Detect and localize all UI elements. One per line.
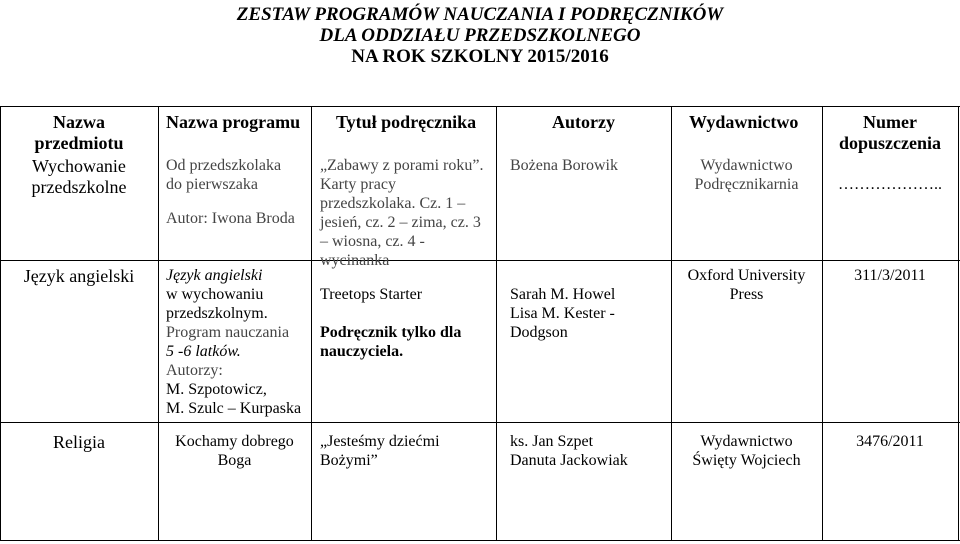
row-2-program: przedszkolnym. (166, 305, 268, 322)
row-1-publisher: Wydawnictwo (700, 157, 793, 174)
header-subject-line-1: Nazwa (53, 112, 105, 132)
row-1-approval: ……………….. (838, 176, 942, 193)
header-program: Nazwa programu (166, 112, 301, 132)
row-2-subject: Język angielski (23, 266, 135, 286)
row-3-program: Boga (217, 452, 252, 469)
row-2-publisher: Oxford University (687, 267, 806, 284)
row-1-textbook: jesień, cz. 2 – zima, cz. 3 (320, 214, 481, 231)
row-3-approval: 3476/2011 (856, 433, 924, 450)
row-1-textbook: – wiosna, cz. 4 - (320, 233, 425, 250)
row-2-textbook: Treetops Starter (320, 286, 423, 303)
row-2-program: w wychowaniu (166, 286, 264, 303)
header-publisher: Wydawnictwo (689, 112, 799, 132)
table-border-right (958, 106, 959, 541)
table-border-bottom (0, 540, 960, 541)
header-authors: Autorzy (552, 112, 615, 132)
header-textbook: Tytuł podręcznika (336, 112, 477, 132)
row-2-program: Program nauczania (166, 324, 290, 341)
row-2-program: M. Szpotowicz, (166, 381, 267, 398)
row-2-textbook: Podręcznik tylko dla (320, 324, 462, 341)
row-1-subject: przedszkolne (31, 177, 127, 197)
document-title-line-3: NA ROK SZKOLNY 2015/2016 (351, 46, 609, 67)
document-title-line-2: DLA ODDZIAŁU PRZEDSZKOLNEGO (319, 25, 641, 46)
table-row-divider (0, 260, 960, 261)
row-2-approval: 311/3/2011 (854, 267, 926, 284)
row-3-publisher: Wydawnictwo (700, 433, 793, 450)
row-2-program: Język angielski (166, 267, 263, 284)
row-1-textbook: „Zabawy z porami roku”. (320, 157, 484, 174)
row-1-subject: Wychowanie (32, 156, 126, 176)
row-1-textbook: przedszkolaka. Cz. 1 – (320, 195, 466, 212)
row-2-authors: Dodgson (510, 324, 568, 341)
row-3-textbook: „Jesteśmy dziećmi (320, 433, 440, 450)
header-approval-line-2: dopuszczenia (838, 133, 941, 153)
document-title-line-1: ZESTAW PROGRAMÓW NAUCZANIA I PODRĘCZNIKÓW (236, 4, 724, 25)
row-1-program: Od przedszkolaka (166, 157, 282, 174)
table-col-divider (496, 106, 497, 541)
row-3-authors: Danuta Jackowiak (510, 452, 628, 469)
row-1-textbook: Karty pracy (320, 176, 396, 193)
row-2-textbook: nauczyciela. (320, 343, 404, 360)
row-3-program: Kochamy dobrego (175, 433, 294, 450)
row-1-program-author: Autor: Iwona Broda (166, 210, 295, 227)
table-col-divider (158, 106, 159, 541)
table-col-divider (822, 106, 823, 541)
row-1-program: do pierwszaka (166, 176, 258, 193)
row-3-textbook: Bożymi” (320, 452, 378, 469)
row-2-authors: Lisa M. Kester - (510, 305, 615, 322)
row-3-publisher: Święty Wojciech (692, 452, 801, 469)
row-2-publisher: Press (729, 286, 764, 303)
row-1-publisher: Podręcznikarnia (694, 176, 799, 193)
row-3-authors: ks. Jan Szpet (510, 433, 594, 450)
table-row-divider (0, 422, 960, 423)
row-1-authors: Bożena Borowik (510, 157, 618, 174)
row-1-textbook: wycinanka (320, 252, 390, 269)
row-2-program: M. Szulc – Kurpaska (166, 400, 302, 417)
table-border-top (0, 106, 960, 107)
row-2-program: Autorzy: (166, 362, 223, 379)
row-2-program: 5 -6 latków. (166, 343, 241, 360)
row-3-subject: Religia (53, 432, 105, 452)
header-subject-line-2: przedmiotu (34, 133, 124, 153)
table-col-divider (311, 106, 312, 541)
row-2-authors: Sarah M. Howel (510, 286, 616, 303)
header-approval-line-1: Numer (863, 112, 917, 132)
